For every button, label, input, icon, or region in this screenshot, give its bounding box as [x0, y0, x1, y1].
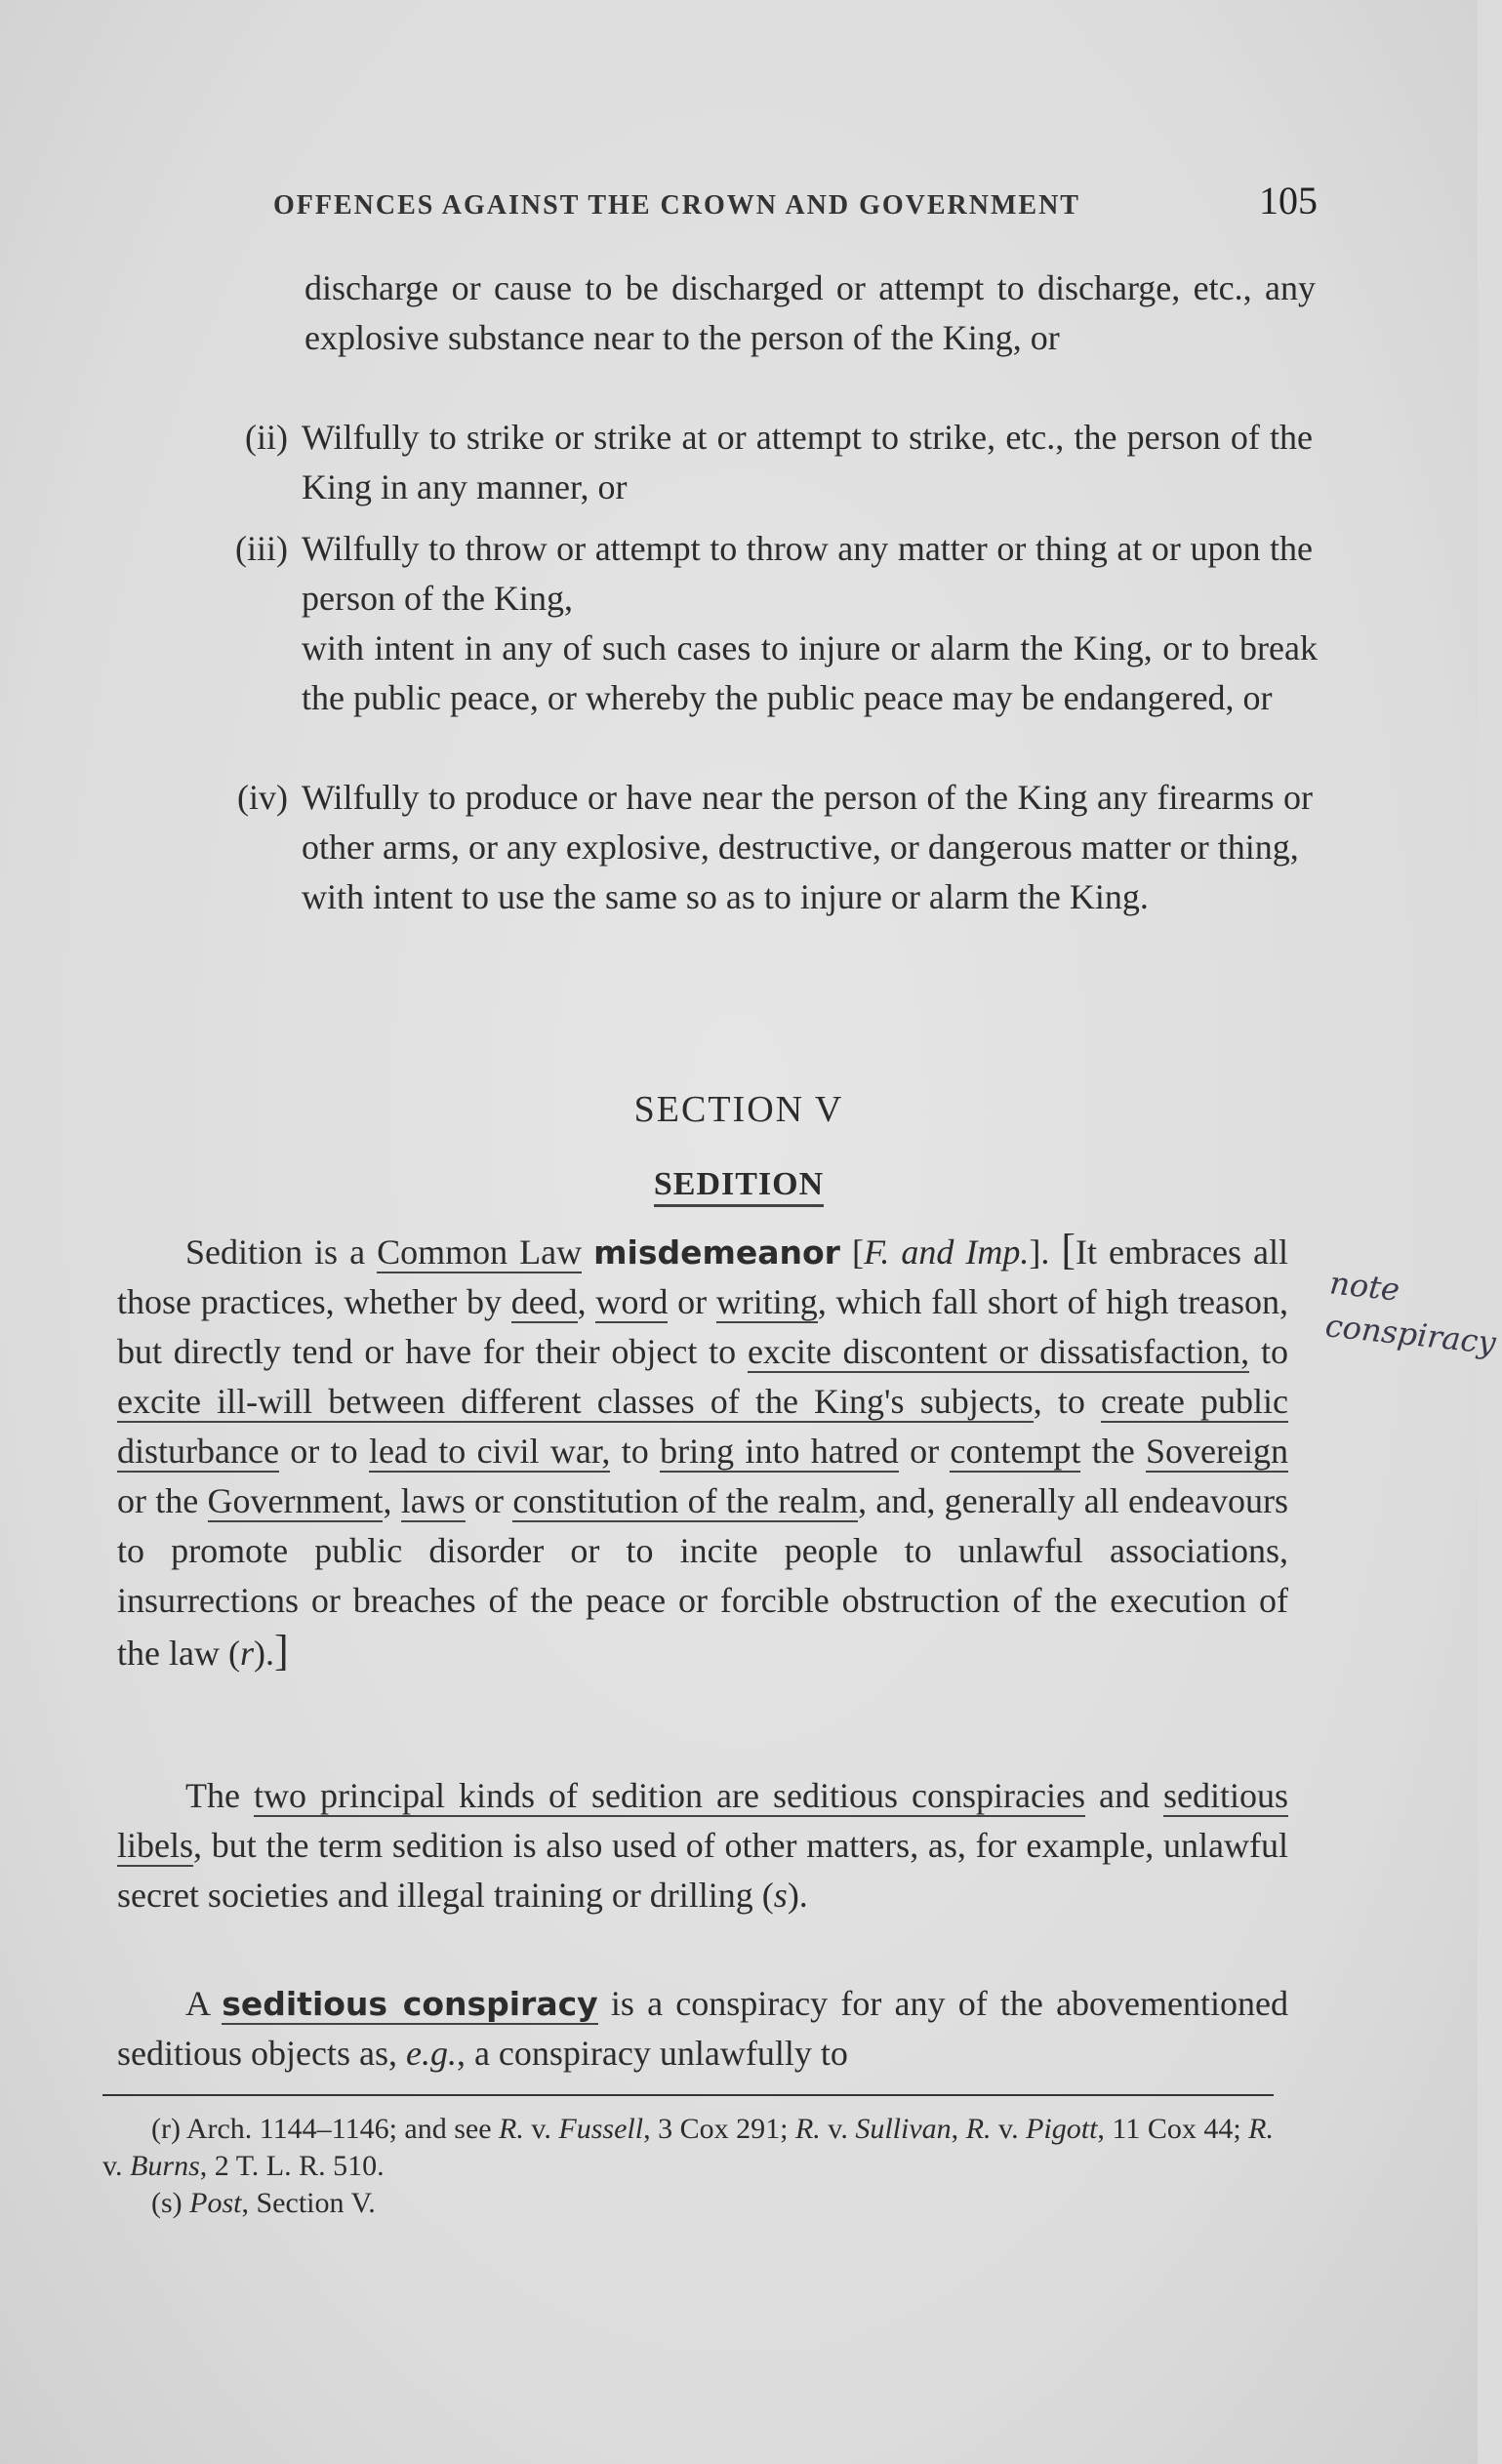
running-head — [273, 178, 1318, 223]
list-item-ii — [195, 413, 1318, 512]
list-number: (iv) — [237, 778, 288, 817]
list-text: Wilfully to throw or attempt to throw any matter or thing at or upon the person of the King, — [302, 529, 1313, 618]
paragraph-kinds: The two principal kinds of sedition are seditious conspiracies and seditious libels, but the term sedition is also used of other matters, as, for example, unlawful secret societies and illegal training or drilling (s). — [117, 1776, 1289, 1915]
footnote-rule — [102, 2094, 1274, 2096]
section-title — [0, 1166, 1478, 1203]
intent-clause: with intent to use the same so as to injure or alarm the King. — [302, 877, 1149, 916]
list-text: Wilfully to produce or have near the person of the King any firearms or other arms, or any explosive, destructive, or dangerous matter or thing, — [302, 778, 1313, 867]
list-number: (iii) — [235, 529, 288, 568]
section-title-text: SEDITION — [654, 1166, 824, 1207]
footnotes — [102, 2111, 1274, 2222]
page-number: 105 — [1259, 179, 1318, 222]
continuation-text: discharge or cause to be discharged or attempt to discharge, etc., any explosive substance near to the person of the King, or — [304, 268, 1316, 357]
footnote-r: (r) Arch. 1144–1146; and see R. v. Fussell, 3 Cox 291; R. v. Sullivan, R. v. Pigott, 11 Cox 44; R. v. Burns, 2 T. L. R. 510. — [102, 2113, 1274, 2182]
paragraph-definition: Sedition is a Common Law misdemeanor [F. and Imp.]. [It embraces all those practices, whether by deed, word or writing, which fall short of high treason, but directly tend or have for their object to excite discontent or dissatisfaction, to excite ill-will between different classes of the King's subjects, to create public disturbance or to lead to civil war, to bring into hatred or contempt the Sovereign or the Government, laws or constitution of the realm, and, generally all endeavours to promote public disorder or to incite people to unlawful associations, insurrections or breaches of the peace or forcible obstruction of the execution of the law (r).] — [117, 1226, 1288, 1675]
running-head-title: OFFENCES AGAINST THE CROWN AND GOVERNMENT — [273, 190, 1080, 221]
handwritten-margin-note: note conspiracy — [1323, 1264, 1498, 1362]
list-item-iii — [195, 524, 1318, 723]
handwritten-bracket-open: [ — [1061, 1226, 1076, 1273]
intent-clause: with intent in any of such cases to injure or alarm the King, or to break the public peace, or whereby the public peace may be endangered, or — [302, 628, 1318, 717]
handwritten-bracket-close: ] — [273, 1627, 289, 1675]
list-number: (ii) — [245, 418, 288, 457]
section-label: SECTION V — [633, 1089, 844, 1130]
list-text: Wilfully to strike or strike at or attempt to strike, etc., the person of the King in any manner, or — [302, 418, 1313, 506]
paragraph-conspiracy: A seditious conspiracy is a conspiracy for any of the abovementioned seditious objects as, e.g., a conspiracy unlawfully to — [117, 1984, 1288, 2073]
list-item-iv — [195, 773, 1318, 922]
footnote-s: (s) Post, Section V. — [151, 2187, 376, 2219]
